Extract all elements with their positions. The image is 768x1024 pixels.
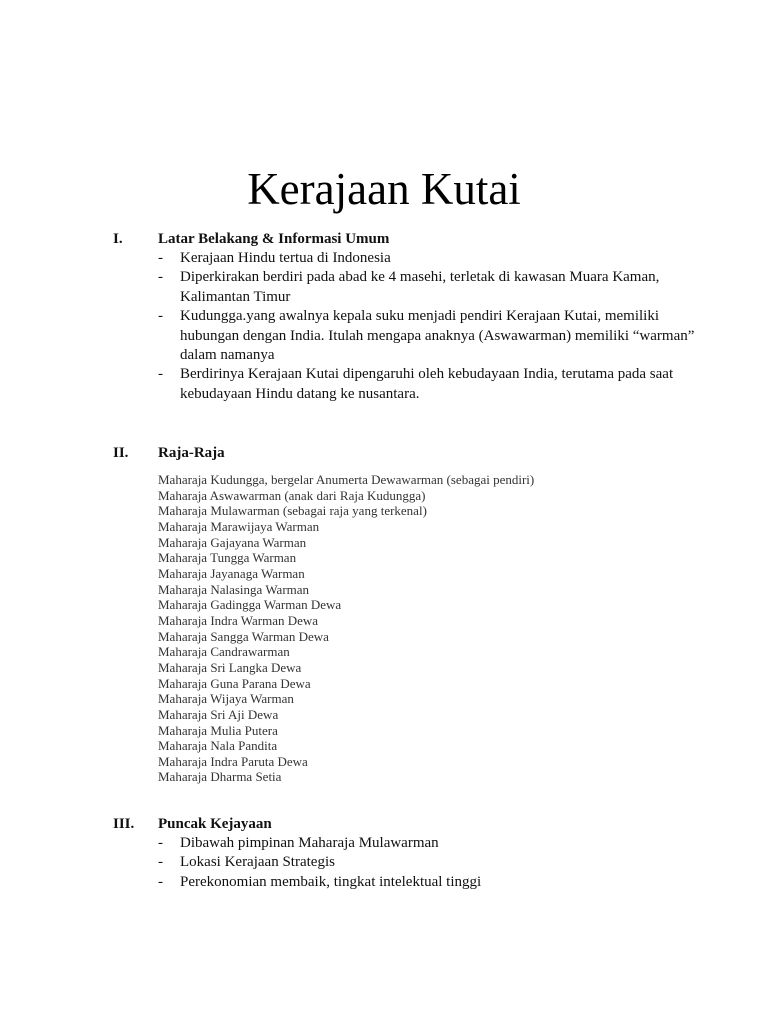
list-item <box>158 268 698 307</box>
list-item: Maharaja Nala Pandita <box>158 738 278 754</box>
bullet-text: Perekonomian membaik, tingkat intelektual tinggi <box>180 873 482 890</box>
list-item <box>158 873 698 892</box>
list-item: Maharaja Guna Parana Dewa <box>158 675 311 691</box>
list-item <box>158 249 698 268</box>
list-item <box>158 365 698 404</box>
list-item: Maharaja Tungga Warman <box>158 550 297 566</box>
list-item: Maharaja Dharma Setia <box>158 769 282 785</box>
list-item: Maharaja Nalasinga Warman <box>158 581 310 597</box>
list-item: Maharaja Gadingga Warman Dewa <box>158 597 342 613</box>
bullet-text: Kudungga.yang awalnya kepala suku menjadi pendiri Kerajaan Kutai, memiliki hubungan dengan India. Itulah mengapa anaknya (Aswawarman) memiliki “warman” dalam namanya <box>180 308 695 364</box>
section-1-bullet-list <box>158 249 698 404</box>
list-item <box>158 853 698 872</box>
bullet-text: Berdirinya Kerajaan Kutai dipengaruhi oleh kebudayaan India, terutama pada saat kebudayaan Hindu datang ke nusantara. <box>180 366 674 402</box>
bullet-text: Kerajaan Hindu tertua di Indonesia <box>180 250 391 266</box>
bullet-dash: - <box>158 269 163 286</box>
list-item: Maharaja Marawijaya Warman <box>158 518 320 534</box>
kings-list <box>158 472 534 785</box>
bullet-text: Lokasi Kerajaan Strategis <box>180 854 335 871</box>
list-item: Maharaja Kudungga, bergelar Anumerta Dewawarman (sebagai pendiri) <box>158 472 535 487</box>
bullet-text: Dibawah pimpinan Maharaja Mulawarman <box>180 835 439 851</box>
bullet-dash: - <box>158 854 163 871</box>
list-item <box>158 834 698 853</box>
section-3-bullet-list <box>158 834 698 892</box>
bullet-text: Diperkirakan berdiri pada abad ke 4 masehi, terletak di kawasan Muara Kaman, Kalimantan Timur <box>180 269 660 305</box>
bullet-dash: - <box>158 366 163 383</box>
list-item: Maharaja Sri Langka Dewa <box>158 659 302 675</box>
section-2-heading: Raja-Raja <box>158 445 225 461</box>
bullet-dash: - <box>158 873 163 890</box>
list-item: Maharaja Gajayana Warman <box>158 534 307 550</box>
section-1-heading: Latar Belakang & Informasi Umum <box>158 231 390 247</box>
list-item: Maharaja Mulia Putera <box>158 722 278 738</box>
list-item: Maharaja Wijaya Warman <box>158 691 294 707</box>
list-item: Maharaja Indra Warman Dewa <box>158 612 319 628</box>
section-2-numeral: II. <box>113 445 129 461</box>
list-item: Maharaja Mulawarman (sebagai raja yang terkenal) <box>158 503 427 519</box>
document-title: Kerajaan Kutai <box>247 164 521 214</box>
list-item: Maharaja Sangga Warman Dewa <box>158 628 329 644</box>
bullet-dash: - <box>158 250 163 266</box>
bullet-dash: - <box>158 308 163 325</box>
list-item: Maharaja Sri Aji Dewa <box>158 706 279 722</box>
list-item: Maharaja Aswawarman (anak dari Raja Kudungga) <box>158 487 426 503</box>
section-3-heading: Puncak Kejayaan <box>158 816 272 832</box>
section-3-numeral: III. <box>113 816 135 832</box>
bullet-dash: - <box>158 835 163 851</box>
list-item: Maharaja Candrawarman <box>158 644 290 660</box>
list-item: Maharaja Indra Paruta Dewa <box>158 753 308 769</box>
list-item: Maharaja Jayanaga Warman <box>158 565 305 581</box>
section-1-numeral: I. <box>113 231 123 247</box>
list-item <box>158 307 698 365</box>
